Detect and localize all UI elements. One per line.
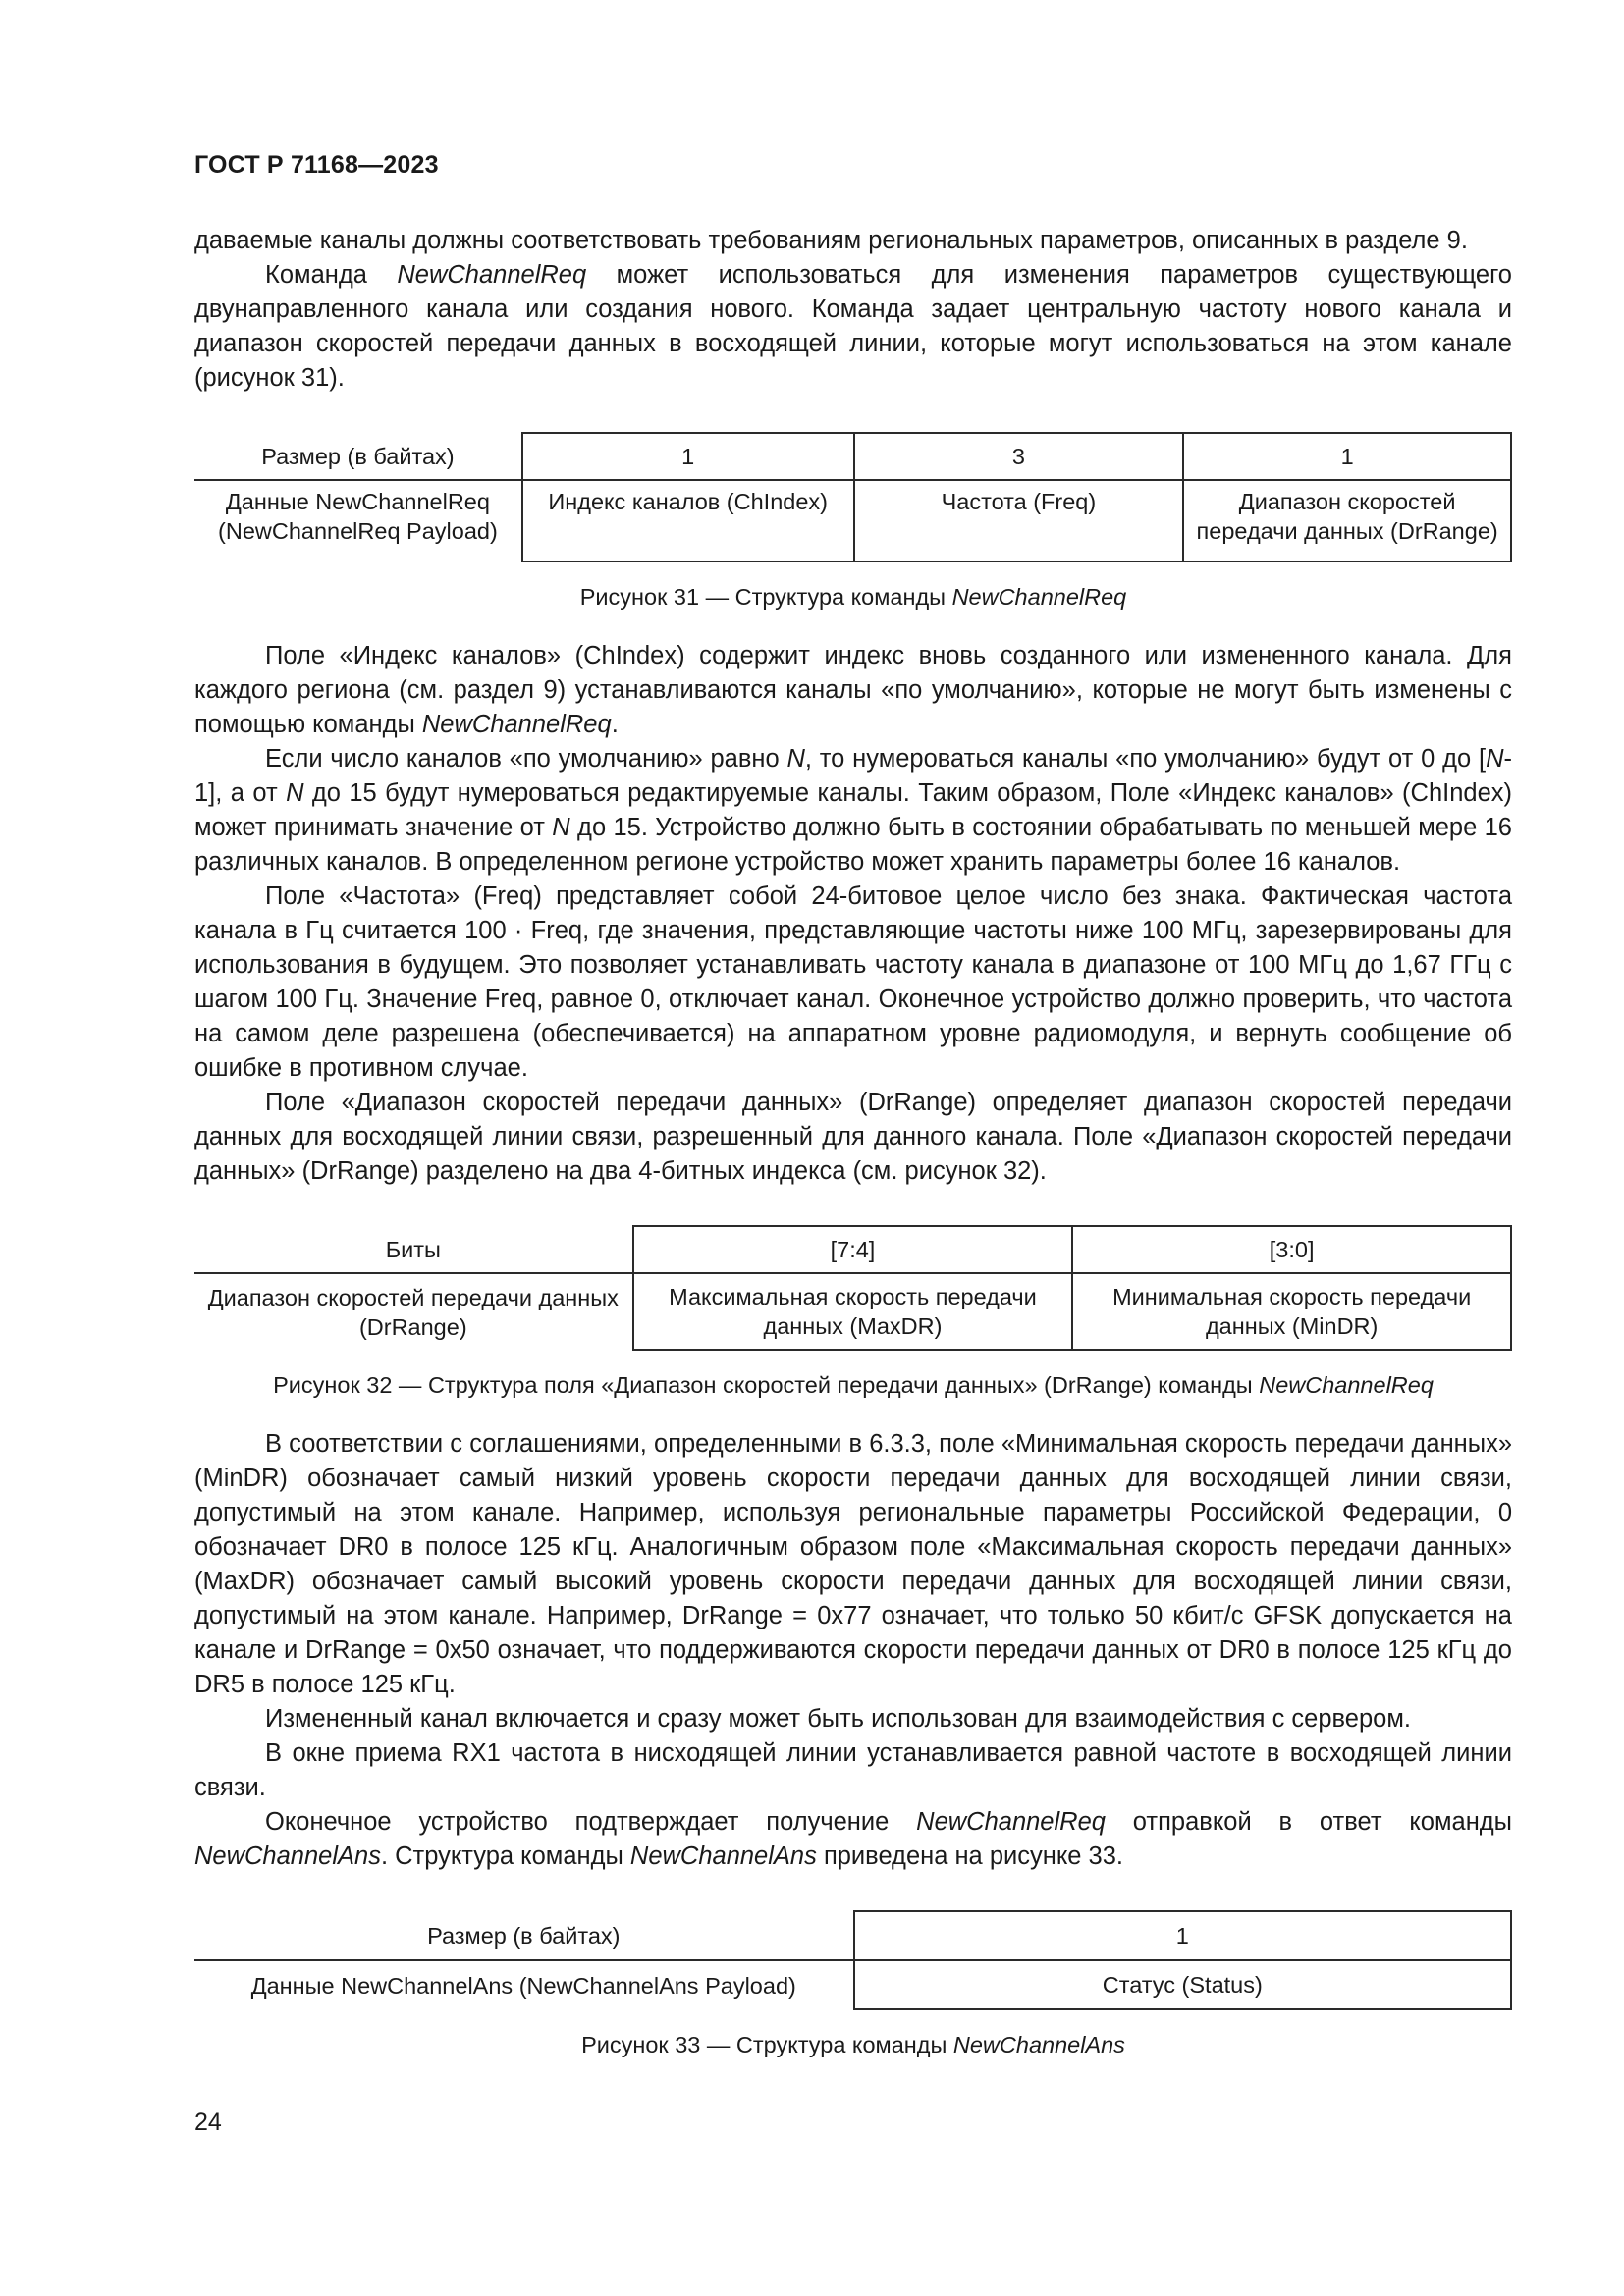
size-label-cell: Размер (в байтах)	[194, 1911, 854, 1960]
text-span: Поле «Индекс каналов» (ChIndex) содержит индекс вновь созданного или измененного канала. Для каждого региона (см. раздел 9) устанавливаются каналы «по умолчанию», которые не могут быть изменены с помощью команды	[194, 642, 1512, 738]
text-span: Команда	[265, 261, 398, 289]
page-number: 24	[194, 2109, 222, 2136]
figure-33-caption	[194, 2030, 1512, 2059]
paragraph-5: Поле «Частота» (Freq) представляет собой 24-битовое целое число без знака. Фактическая частота канала в Гц считается 100 · Freq, где значения, представляющие частоты ниже 100 МГц, зарезервированы для использования в будущем. Это позволяет устанавливать частоту канала в диапазоне от 100 МГц до 1,67 ГГц с шагом 100 Гц. Значение Freq, равное 0, отключает канал. Оконечное устройство должно проверить, что частота на самом деле разрешена (обеспечивается) на аппаратном уровне радиомодуля, и вернуть сообщение об ошибке в противном случае.	[194, 882, 1512, 1082]
bits-label-cell: Биты	[194, 1226, 633, 1273]
size-cell: 3	[854, 433, 1184, 480]
text-span: . Структура команды	[380, 1842, 630, 1870]
paragraph-7: В соответствии с соглашениями, определенными в 6.3.3, поле «Минимальная скорость передачи данных» (MinDR) обозначает самый низкий уровень скорости передачи данных для восходящей линии связи, допустимый на этом канале. Например, используя региональные параметры Российской Федерации, 0 обозначает DR0 в полосе 125 кГц. Аналогичным образом поле «Максимальная скорость передачи данных» (MaxDR) обозначает самый высокий уровень скорости передачи данных для восходящей линии связи, допустимый на этом канале. Например, DrRange = 0x77 означает, что только 50 кбит/с GFSK допускается на канале и DrRange = 0x50 означает, что поддерживаются скорости передачи данных от DR0 в полосе 125 кГц до DR5 в полосе 125 кГц.	[194, 1430, 1512, 1698]
text-span: до 15 будут нумероваться редактируемые каналы. Таким образом, Поле «Индекс каналов» (ChIndex) может принимать значение от	[194, 779, 1512, 841]
drrange-label-cell: Диапазон скоростей передачи данных (DrRange)	[194, 1273, 633, 1350]
text-span: может использоваться для изменения параметров существующего двунаправленного канала или создания нового. Команда задает центральную частоту нового канала и диапазон скоростей передачи данных в восходящей линии, которые могут использоваться на этом канале (рисунок 31).	[194, 261, 1512, 392]
paragraph-4	[194, 742, 1512, 880]
text-span: до 15. Устройство должно быть в состоянии обрабатывать по меньшей мере 16 различных каналов. В определенном регионе устройство может хранить параметры более 16 каналов.	[194, 814, 1512, 876]
paragraph-8: Измененный канал включается и сразу может быть использован для взаимодействия с сервером.	[265, 1705, 1411, 1733]
size-cell: 1	[522, 433, 854, 480]
document-id: ГОСТ Р 71168—2023	[194, 151, 439, 179]
table-row	[194, 433, 1511, 480]
caption-text: Рисунок 31 — Структура команды	[579, 584, 952, 610]
paragraph-3	[194, 639, 1512, 742]
text-span: отправкой в ответ команды	[1105, 1808, 1512, 1836]
payload-label-cell: Данные NewChannelReq (NewChannelReq Payload)	[194, 480, 522, 561]
text-span: -1], а от	[194, 745, 1513, 807]
paragraph-2	[194, 258, 1512, 396]
paragraph-6: Поле «Диапазон скоростей передачи данных» (DrRange) определяет диапазон скоростей передачи данных для восходящей линии связи, разрешенный для данного канала. Поле «Диапазон скоростей передачи данных» (DrRange) разделено на два 4-битных индекса (см. рисунок 32).	[194, 1089, 1512, 1185]
figure-33-table	[194, 1910, 1512, 2010]
status-cell: Статус (Status)	[854, 1960, 1511, 2009]
paragraph-1: даваемые каналы должны соответствовать требованиям региональных параметров, описанных в разделе 9.	[194, 227, 1468, 254]
field-cell: Минимальная скорость передачи данных (MinDR)	[1072, 1273, 1511, 1350]
text-span: Если число каналов «по умолчанию» равно	[265, 745, 787, 773]
command-name: NewChannelReq	[397, 261, 587, 289]
variable-n: N	[1486, 745, 1504, 773]
table-row	[194, 1911, 1511, 1960]
size-cell: 1	[1183, 433, 1511, 480]
figure-32-table	[194, 1225, 1512, 1351]
text-span: , то нумероваться каналы «по умолчанию» будут от 0 до [	[804, 745, 1487, 773]
caption-command: NewChannelReq	[951, 584, 1127, 610]
command-name: NewChannelAns	[629, 1842, 817, 1870]
field-cell: Максимальная скорость передачи данных (MaxDR)	[633, 1273, 1073, 1350]
paragraph-9: В окне приема RX1 частота в нисходящей линии устанавливается равной частоте в восходящей линии связи.	[194, 1739, 1512, 1801]
text-span: .	[611, 711, 619, 738]
size-label-cell: Размер (в байтах)	[194, 433, 522, 480]
paragraph-10	[194, 1805, 1512, 1874]
field-cell: Частота (Freq)	[854, 480, 1184, 561]
figure-32-caption	[194, 1370, 1512, 1400]
caption-command: NewChannelAns	[952, 2032, 1125, 2057]
field-cell: Индекс каналов (ChIndex)	[522, 480, 854, 561]
command-name: NewChannelReq	[421, 711, 612, 738]
command-name: NewChannelReq	[916, 1808, 1106, 1836]
caption-text: Рисунок 33 — Структура команды	[581, 2032, 953, 2057]
table-row	[194, 480, 1511, 561]
variable-n: N	[552, 814, 570, 841]
caption-command: NewChannelReq	[1259, 1372, 1434, 1398]
text-span: Оконечное устройство подтверждает получение	[265, 1808, 917, 1836]
page-body	[194, 224, 1512, 2087]
figure-31-table	[194, 432, 1512, 562]
text-span: приведена на рисунке 33.	[816, 1842, 1123, 1870]
variable-n: N	[286, 779, 304, 807]
bits-cell: [7:4]	[633, 1226, 1073, 1273]
figure-31-caption	[194, 582, 1512, 612]
command-name: NewChannelAns	[194, 1842, 381, 1870]
payload-label-cell: Данные NewChannelAns (NewChannelAns Payload)	[194, 1960, 854, 2009]
table-row	[194, 1960, 1511, 2009]
field-cell: Диапазон скоростей передачи данных (DrRange)	[1183, 480, 1511, 561]
caption-text: Рисунок 32 — Структура поля «Диапазон скоростей передачи данных» (DrRange) команды	[273, 1372, 1260, 1398]
variable-n: N	[786, 745, 805, 773]
bits-cell: [3:0]	[1072, 1226, 1511, 1273]
size-cell: 1	[854, 1911, 1511, 1960]
table-row	[194, 1226, 1511, 1273]
table-row	[194, 1273, 1511, 1350]
